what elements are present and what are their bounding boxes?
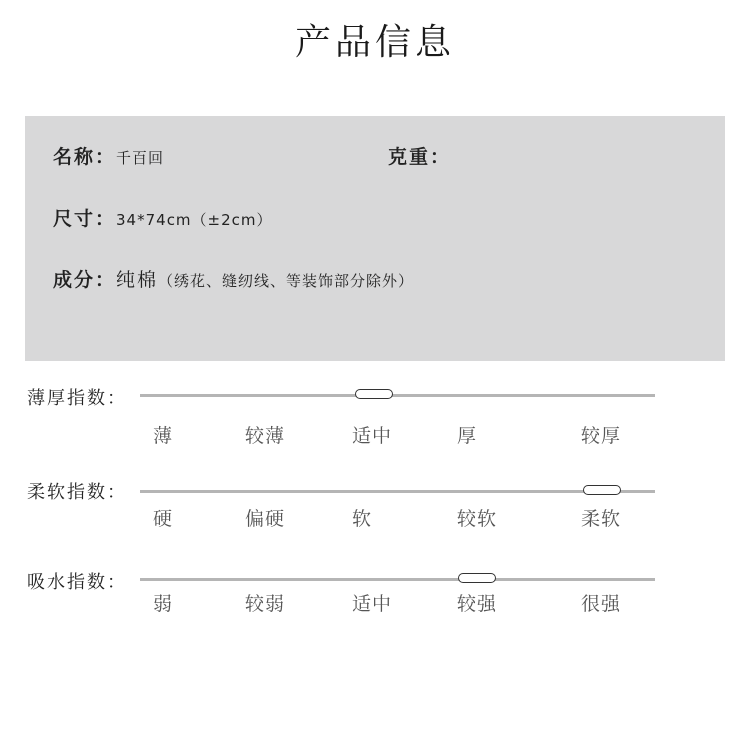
softness-option: 偏硬 — [245, 508, 286, 530]
name-value: 千百回 — [116, 149, 165, 167]
size-value: 34*74cm（±2cm） — [116, 211, 273, 229]
thickness-option: 薄 — [153, 425, 174, 447]
composition-label: 成分： — [53, 269, 117, 291]
composition-row — [53, 265, 414, 292]
softness-option: 柔软 — [581, 508, 622, 530]
thickness-scale-track — [140, 394, 655, 397]
thickness-scale-handle[interactable] — [355, 389, 393, 399]
absorbency-option: 较弱 — [245, 593, 286, 615]
absorbency-option: 弱 — [153, 593, 174, 615]
weight-label: 克重： — [388, 146, 452, 168]
name-label: 名称： — [53, 146, 117, 168]
absorbency-option: 很强 — [581, 593, 622, 615]
weight-row — [388, 142, 451, 169]
absorbency-option: 较强 — [457, 593, 498, 615]
softness-option: 硬 — [153, 508, 174, 530]
softness-scale-track — [140, 490, 655, 493]
size-row — [53, 204, 273, 231]
thickness-option: 适中 — [352, 425, 393, 447]
composition-note: （绣花、缝纫线、等装饰部分除外） — [158, 272, 415, 290]
softness-scale-label: 柔软指数： — [27, 482, 127, 503]
size-label: 尺寸： — [53, 208, 117, 230]
page-title: 产品信息 — [294, 22, 455, 63]
softness-option: 较软 — [457, 508, 498, 530]
composition-value: 纯棉 — [116, 269, 159, 291]
thickness-scale-label: 薄厚指数： — [27, 388, 127, 409]
softness-option: 软 — [352, 508, 373, 530]
product-info-panel — [25, 116, 725, 361]
thickness-option: 较薄 — [245, 425, 286, 447]
absorbency-scale-label: 吸水指数： — [27, 572, 127, 593]
thickness-option: 较厚 — [581, 425, 622, 447]
absorbency-scale-track — [140, 578, 655, 581]
absorbency-scale-handle[interactable] — [458, 573, 496, 583]
softness-scale-handle[interactable] — [583, 485, 621, 495]
name-row — [53, 142, 164, 169]
thickness-option: 厚 — [457, 425, 478, 447]
absorbency-option: 适中 — [352, 593, 393, 615]
